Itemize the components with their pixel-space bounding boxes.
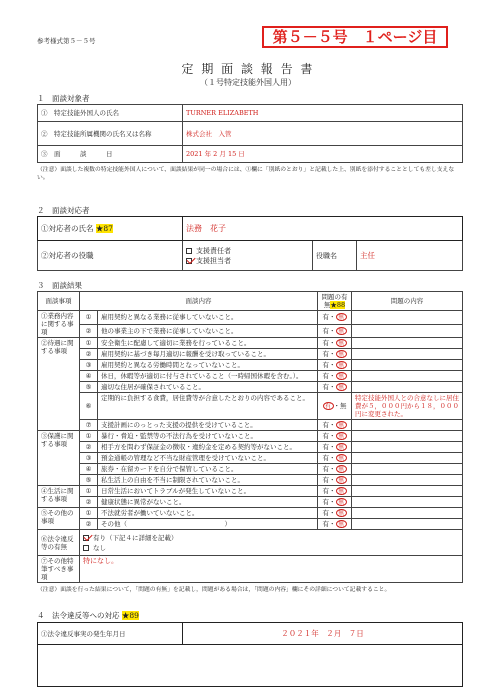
section3-note: （注意）面談を行った結果について，「問題の有無」を記載し，問題がある場合は，「問題の内容」欄にその詳細について記載すること。	[37, 587, 391, 593]
hdr-content: 面談内容	[80, 292, 318, 311]
label-post: 役職名	[313, 241, 357, 271]
has-problem-cell[interactable]	[318, 431, 352, 442]
separator: ・	[329, 372, 336, 380]
item-number: ②	[80, 519, 98, 530]
option-nashi-circled[interactable]: 無	[336, 432, 347, 440]
has-problem-cell[interactable]	[318, 338, 352, 349]
label-handler-role: ②対応者の役職	[38, 241, 183, 271]
has-problem-cell[interactable]	[318, 311, 352, 325]
option-nashi-circled[interactable]: 無	[336, 361, 347, 369]
group-label: ④生活に関する事項	[38, 486, 80, 508]
law-options	[80, 530, 463, 556]
item-text: 私生活上の自由を不当に制限されていないこと。	[98, 475, 318, 486]
item-text: 安全衛生に配慮して適切に業務を行っていること。	[98, 338, 318, 349]
has-problem-cell[interactable]	[318, 508, 352, 519]
organization-name: 株式会社 入管	[183, 122, 463, 146]
role-options	[183, 241, 313, 271]
has-problem-cell[interactable]	[318, 442, 352, 453]
has-problem-cell[interactable]	[318, 486, 352, 497]
item-text: 他の事業主の下で業務に従事していないこと。	[98, 324, 318, 338]
option-nashi-circled[interactable]: 無	[336, 443, 347, 451]
item-text: 定期的に負担する食費，居住費等が合意したとおりの内容であること。	[98, 393, 318, 420]
results-table	[37, 291, 463, 583]
separator: ・	[329, 454, 336, 462]
option-ari[interactable]: 有	[322, 487, 329, 495]
item-text: 休日，休暇等が適切に付与されていること（一時帰国休暇を含む。）。	[98, 371, 318, 382]
item-text: 旅券・在留カードを自分で保管していること。	[98, 464, 318, 475]
table-row	[38, 324, 463, 338]
handler-name-label-cell	[38, 217, 183, 241]
problem-detail	[352, 420, 463, 431]
problem-detail: 特定技能外国人との合意なしに居住費が５，０００円から１８，０００円に変更された。	[352, 393, 463, 420]
star-89: ★89	[121, 611, 139, 620]
group-label: ③保護に関する事項	[38, 431, 80, 486]
separator: ・	[329, 339, 336, 347]
separator: ・	[329, 383, 336, 391]
item-text: 相手方を問わず保証金の徴収・違約金を定める契約等がないこと。	[98, 442, 318, 453]
option-nashi-circled[interactable]: 無	[336, 372, 347, 380]
separator: ・	[329, 476, 336, 484]
checkbox-support-manager[interactable]	[186, 248, 192, 254]
separator: ・	[329, 487, 336, 495]
table-row	[38, 442, 463, 453]
option-nashi-circled[interactable]: 無	[336, 339, 347, 347]
form-number: 参考様式第５－５号	[37, 37, 96, 45]
label-worker-name: ① 特定技能外国人の氏名	[38, 105, 183, 122]
option-nashi-circled[interactable]: 無	[336, 313, 347, 321]
option-nashi-circled[interactable]: 無	[336, 498, 347, 506]
item-number: ①	[80, 508, 98, 519]
problem-detail	[352, 371, 463, 382]
option-ari[interactable]: 有	[322, 339, 329, 347]
item-text: 健康状態に異常がないこと。	[98, 497, 318, 508]
item-number: ②	[80, 349, 98, 360]
item-number: ①	[80, 338, 98, 349]
checkbox-law-yes[interactable]	[83, 535, 89, 541]
option-support-manager[interactable]: 支援責任者	[186, 246, 309, 256]
separator: ・	[329, 326, 336, 335]
item-text: 不法就労者が働いていないこと。	[98, 508, 318, 519]
option-nashi[interactable]: 無	[340, 402, 347, 410]
option-ari[interactable]: 有	[322, 372, 329, 380]
option-nashi-circled[interactable]: 無	[336, 327, 347, 335]
separator: ・	[333, 402, 340, 410]
table-row	[38, 508, 463, 519]
option-ari[interactable]: 有	[322, 509, 329, 517]
option-nashi-circled[interactable]: 無	[336, 421, 347, 429]
item-number: ③	[80, 360, 98, 371]
star-87: ★87	[95, 223, 113, 233]
problem-detail	[352, 349, 463, 360]
problem-detail	[352, 497, 463, 508]
item-number: ①	[80, 431, 98, 442]
table-row	[38, 486, 463, 497]
violation-date: ２０２１年 ２月 ７日	[183, 623, 463, 645]
separator: ・	[329, 465, 336, 473]
section1-note: （注意）面談した複数の特定技能外国人について、面談結果が同一の場合には、①欄に「別紙のとおり」と記載した上、別紙を添付することとしても差し支えない。	[37, 167, 455, 181]
problem-detail	[352, 360, 463, 371]
has-problem-cell[interactable]	[318, 324, 352, 338]
problem-detail	[352, 475, 463, 486]
problem-detail	[352, 431, 463, 442]
has-problem-cell[interactable]	[318, 382, 352, 393]
option-nashi-circled[interactable]: 無	[336, 465, 347, 473]
label-interview-date: ③ 面 談 日	[38, 146, 183, 163]
separator: ・	[329, 432, 336, 440]
item-text: 日常生活においてトラブルが発生していないこと。	[98, 486, 318, 497]
problem-detail	[352, 519, 463, 530]
has-problem-cell[interactable]	[318, 371, 352, 382]
separator: ・	[329, 313, 336, 322]
item-number: ②	[80, 497, 98, 508]
item-number: ⑤	[80, 382, 98, 393]
handler-name: 法務 花子	[183, 217, 463, 241]
worker-name: TURNER ELIZABETH	[183, 105, 463, 122]
option-ari[interactable]: 有	[322, 350, 329, 358]
section2-heading: ２ 面談対応者	[37, 206, 90, 215]
option-support-staff[interactable]: 支援担当者	[186, 256, 309, 266]
table-row	[38, 453, 463, 464]
option-ari[interactable]: 有	[322, 476, 329, 484]
table-row	[38, 382, 463, 393]
problem-detail	[352, 453, 463, 464]
section4-heading: ４ 法令違反等への対応 ★89	[37, 611, 139, 620]
item-number: ④	[80, 371, 98, 382]
item-text: その他（ ）	[98, 519, 318, 530]
item-number: ①	[80, 486, 98, 497]
item-number: ⑦	[80, 420, 98, 431]
problem-detail	[352, 338, 463, 349]
interview-date: 2021 年 2 月 15 日	[183, 146, 463, 163]
option-ari[interactable]: 有	[322, 498, 329, 506]
option-ari[interactable]: 有	[322, 432, 329, 440]
hdr-has-problem: 問題の有無★88	[318, 292, 352, 311]
option-ari[interactable]: 有	[322, 465, 329, 473]
hdr-item: 面談事項	[38, 292, 80, 311]
option-ari-circled[interactable]: 有	[323, 402, 334, 410]
option-ari[interactable]: 有	[322, 454, 329, 462]
problem-detail	[352, 382, 463, 393]
option-nashi-circled[interactable]: 無	[336, 383, 347, 391]
table-row	[38, 475, 463, 486]
table-row	[38, 338, 463, 349]
has-problem-cell[interactable]	[318, 497, 352, 508]
has-problem-cell[interactable]	[318, 420, 352, 431]
problem-detail	[352, 486, 463, 497]
option-nashi-circled[interactable]: 無	[336, 520, 347, 528]
checkbox-law-no[interactable]	[83, 545, 89, 551]
item-text: 預金通帳の管理など不当な財産管理を受けていないこと。	[98, 453, 318, 464]
item-number: ②	[80, 442, 98, 453]
table-row	[38, 497, 463, 508]
separator: ・	[329, 421, 336, 429]
checkbox-support-staff[interactable]	[186, 258, 192, 264]
option-nashi-circled[interactable]: 無	[336, 509, 347, 517]
else-value: 特になし。	[80, 556, 463, 583]
label-organization: ② 特定技能所属機関の氏名又は名称	[38, 122, 183, 146]
separator: ・	[329, 520, 336, 528]
law-violation-row	[38, 530, 463, 556]
problem-detail	[352, 442, 463, 453]
has-problem-cell[interactable]	[318, 349, 352, 360]
page-badge: 第５－５号 １ページ目	[262, 26, 448, 48]
has-problem-cell[interactable]	[318, 475, 352, 486]
table-row	[38, 420, 463, 431]
target-table	[37, 104, 463, 163]
page-subtitle: （１号特定技能外国人用）	[200, 78, 296, 87]
item-number: ②	[80, 324, 98, 338]
violation-empty-area	[38, 645, 463, 687]
has-problem-cell[interactable]	[318, 519, 352, 530]
problem-detail	[352, 311, 463, 325]
table-row	[38, 393, 463, 420]
separator: ・	[329, 361, 336, 369]
item-number: ⑥	[80, 393, 98, 420]
separator: ・	[329, 443, 336, 451]
item-text: 支援計画にのっとった支援の提供を受けていること。	[98, 420, 318, 431]
option-ari[interactable]: 有	[322, 326, 329, 335]
post-name: 主任	[357, 241, 463, 271]
table-row	[38, 519, 463, 530]
item-number: ④	[80, 464, 98, 475]
problem-detail	[352, 324, 463, 338]
handler-table	[37, 216, 463, 271]
option-ari[interactable]: 有	[322, 443, 329, 451]
hdr-detail: 問題の内容	[352, 292, 463, 311]
label-violation-date: ①法令違反事実の発生年月日	[38, 623, 183, 645]
separator: ・	[329, 350, 336, 358]
option-ari[interactable]: 有	[322, 520, 329, 528]
option-ari[interactable]: 有	[322, 383, 329, 391]
option-ari[interactable]: 有	[322, 361, 329, 369]
option-nashi-circled[interactable]: 無	[336, 487, 347, 495]
table-row	[38, 431, 463, 442]
has-problem-cell[interactable]	[318, 393, 352, 420]
item-number: ⑤	[80, 475, 98, 486]
item-number: ①	[80, 311, 98, 325]
other-notes-row	[38, 556, 463, 583]
section3-heading: ３ 面談結果	[37, 281, 82, 290]
item-text: 雇用契約と異なる業務に従事していないこと。	[98, 311, 318, 325]
star-88: ★88	[330, 301, 346, 309]
table-row	[38, 371, 463, 382]
table-row	[38, 360, 463, 371]
has-problem-cell[interactable]	[318, 453, 352, 464]
group-label: ⑤その他の事項	[38, 508, 80, 530]
option-law-no[interactable]: なし	[83, 543, 459, 553]
item-text: 暴行・脅迫・監禁等の不法行為を受けていないこと。	[98, 431, 318, 442]
table-row	[38, 311, 463, 325]
problem-detail	[352, 508, 463, 519]
table-row	[38, 464, 463, 475]
option-ari[interactable]: 有	[322, 421, 329, 429]
item-text: 雇用契約に基づき毎月適切に報酬を受け取っていること。	[98, 349, 318, 360]
option-nashi-circled[interactable]: 無	[336, 350, 347, 358]
group-label: ②待遇に関する事項	[38, 338, 80, 431]
violation-table	[37, 622, 463, 687]
else-label: ⑦その他特筆すべき事項	[38, 556, 80, 583]
has-problem-cell[interactable]	[318, 360, 352, 371]
law-label: ⑥法令違反等の有無	[38, 530, 80, 556]
group-label: ①業務内容に関する事項	[38, 311, 80, 338]
option-nashi-circled[interactable]: 無	[336, 476, 347, 484]
separator: ・	[329, 498, 336, 506]
page-title: 定 期 面 談 報 告 書	[181, 62, 315, 76]
separator: ・	[329, 509, 336, 517]
has-problem-cell[interactable]	[318, 464, 352, 475]
option-ari[interactable]: 有	[322, 313, 329, 322]
problem-detail	[352, 464, 463, 475]
option-nashi-circled[interactable]: 無	[336, 454, 347, 462]
item-number: ③	[80, 453, 98, 464]
label-handler-name: ①対応者の氏名	[41, 223, 94, 233]
table-row	[38, 349, 463, 360]
section1-heading: １ 面談対象者	[37, 94, 90, 103]
item-text: 適切な住居が確保されていること。	[98, 382, 318, 393]
option-law-yes[interactable]: 有り（下記４に詳細を記載）	[83, 533, 459, 543]
item-text: 雇用契約と異なる労働時間となっていないこと。	[98, 360, 318, 371]
